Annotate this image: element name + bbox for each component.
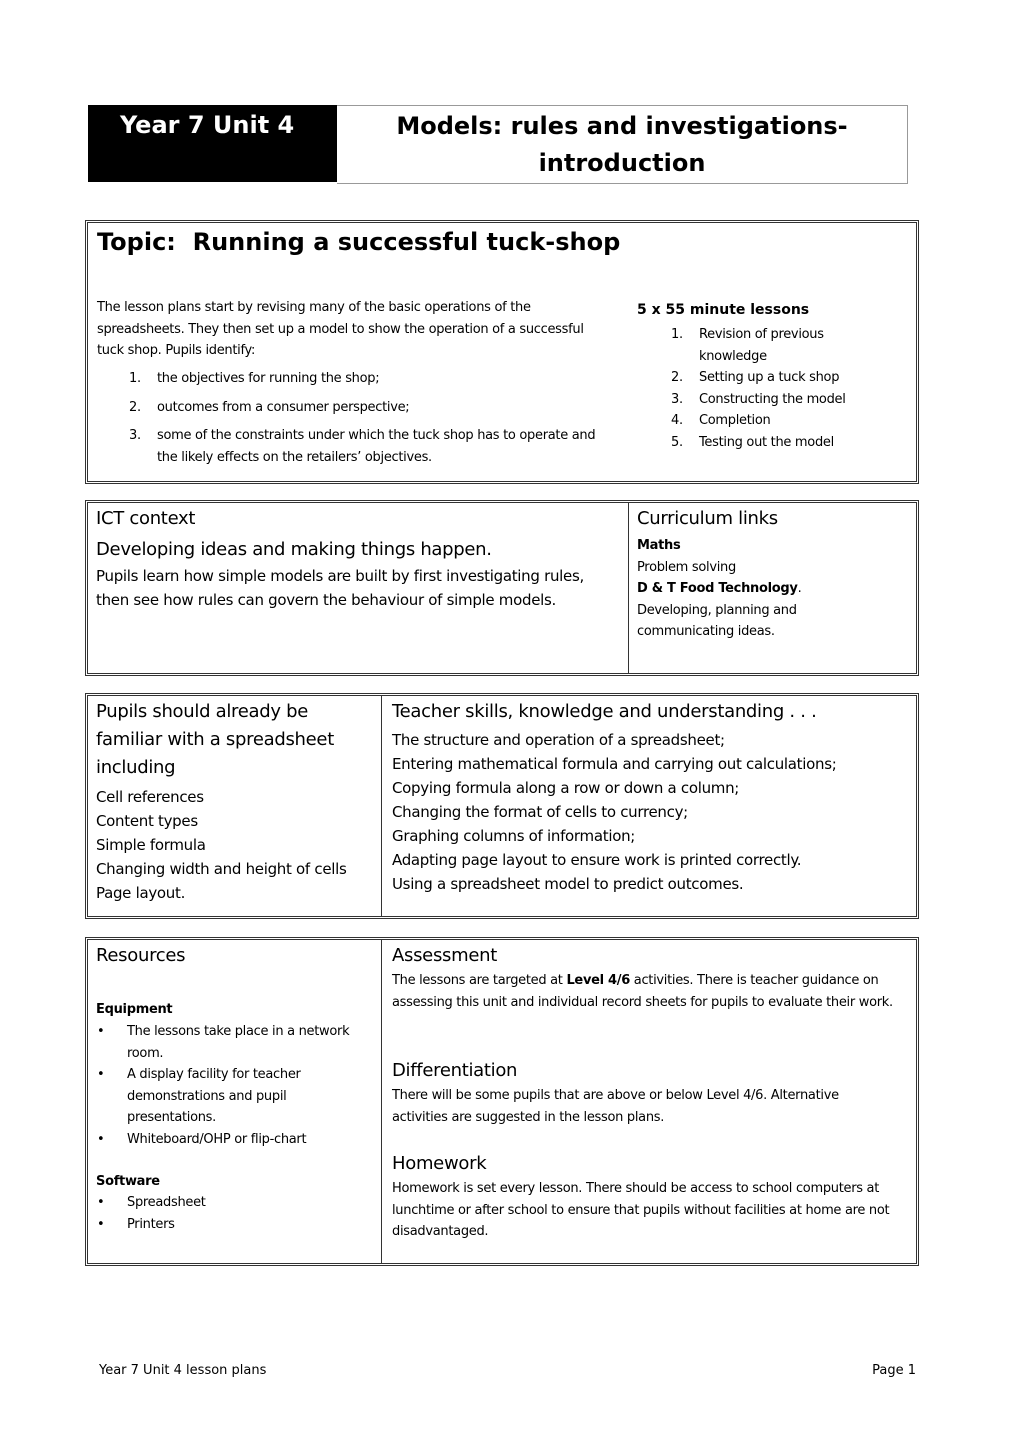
dt-label: D & T Food Technology bbox=[637, 581, 798, 596]
topic-point: 2. outcomes from a consumer perspective; bbox=[129, 399, 410, 415]
skills-divider bbox=[381, 695, 382, 917]
pupils-item: Changing width and height of cells bbox=[96, 860, 347, 878]
unit-banner bbox=[88, 105, 337, 182]
ict-heading: ICT context bbox=[96, 508, 196, 529]
lessons-list bbox=[671, 324, 879, 453]
pupils-item: Cell references bbox=[96, 788, 204, 806]
teacher-item: Using a spreadsheet model to predict outcomes. bbox=[392, 875, 744, 893]
differentiation-text: There will be some pupils that are above or below Level 4/6. Alternative activities are suggested in the lesson plans. bbox=[392, 1088, 839, 1125]
level-label: Level 4/6 bbox=[566, 973, 630, 988]
dt-text: Developing, planning and communicating ideas. bbox=[637, 602, 797, 639]
topic-title: Topic: Running a successful tuck-shop bbox=[97, 228, 621, 256]
teacher-item: Adapting page layout to ensure work is printed correctly. bbox=[392, 851, 802, 869]
unit-title-box bbox=[337, 105, 908, 184]
lesson-item: 4. Completion bbox=[671, 413, 771, 428]
pupils-heading: Pupils should already be familiar with a spreadsheet including bbox=[96, 701, 334, 778]
lesson-item: 5. Testing out the model bbox=[671, 434, 834, 450]
curriculum-heading: Curriculum links bbox=[637, 508, 778, 529]
footer-page-number: Page 1 bbox=[872, 1363, 916, 1378]
topic-point: 1. the objectives for running the shop; bbox=[129, 371, 380, 386]
differentiation-heading: Differentiation bbox=[392, 1060, 518, 1081]
pupils-item: Page layout. bbox=[96, 884, 186, 902]
pupils-list bbox=[96, 785, 381, 905]
maths-label: Maths bbox=[637, 538, 681, 553]
curriculum-links: Maths Problem solving D & T Food Technology. Developing, planning and communicating ideas. bbox=[637, 535, 907, 643]
lesson-item: 2. Setting up a tuck shop bbox=[671, 370, 840, 385]
lesson-item: 1. Revision of previous knowledge bbox=[671, 327, 824, 364]
equipment-list bbox=[97, 1021, 367, 1150]
homework-text: Homework is set every lesson. There should be access to school computers at lunchtime or after school to ensure that pupils without facilities at home are not disadvantaged. bbox=[392, 1181, 890, 1239]
resources-heading: Resources bbox=[96, 945, 186, 966]
teacher-item: Entering mathematical formula and carrying out calculations; bbox=[392, 755, 837, 773]
teacher-heading: Teacher skills, knowledge and understanding . . . bbox=[392, 701, 817, 722]
ict-subheading: Developing ideas and making things happen. bbox=[96, 539, 492, 560]
unit-label: Year 7 Unit 4 bbox=[120, 111, 295, 139]
lesson-item: 3. Constructing the model bbox=[671, 391, 846, 407]
software-list bbox=[97, 1192, 367, 1235]
assessment-heading: Assessment bbox=[392, 945, 497, 966]
equipment-item: • The lessons take place in a network room. bbox=[97, 1024, 350, 1061]
ict-text: Pupils learn how simple models are built by first investigating rules, then see how rules can govern the behaviour of simple models. bbox=[96, 567, 584, 609]
software-item: • Printers bbox=[97, 1216, 175, 1232]
software-item: • Spreadsheet bbox=[97, 1195, 206, 1210]
software-label: Software bbox=[96, 1174, 160, 1189]
equipment-label: Equipment bbox=[96, 1002, 173, 1017]
assessment-text: The lessons are targeted at Level 4/6 activities. There is teacher guidance on assessing this unit and individual record sheets for pupils to evaluate their work. bbox=[392, 973, 893, 1010]
equipment-item: • Whiteboard/OHP or flip-chart bbox=[97, 1131, 307, 1147]
teacher-item: Graphing columns of information; bbox=[392, 827, 636, 845]
equipment-item: • A display facility for teacher demonstrations and pupil presentations. bbox=[97, 1067, 301, 1125]
topic-point: 3. some of the constraints under which the tuck shop has to operate and the likely effects on the retailers’ objectives. bbox=[129, 428, 596, 465]
lessons-heading: 5 x 55 minute lessons bbox=[637, 302, 810, 318]
topic-points bbox=[129, 368, 597, 468]
teacher-item: Changing the format of cells to currency; bbox=[392, 803, 688, 821]
teacher-list bbox=[392, 728, 912, 896]
pupils-item: Simple formula bbox=[96, 836, 206, 854]
ict-divider bbox=[628, 502, 629, 674]
resources-divider bbox=[381, 939, 382, 1264]
maths-text: Problem solving bbox=[637, 559, 736, 575]
topic-intro: The lesson plans start by revising many of the basic operations of the spreadsheets. They then set up a model to show the operation of a successful tuck shop. Pupils identify: bbox=[97, 300, 584, 358]
pupils-item: Content types bbox=[96, 812, 198, 830]
footer-left: Year 7 Unit 4 lesson plans bbox=[99, 1363, 267, 1378]
unit-title-line2: introduction bbox=[538, 149, 706, 177]
teacher-item: The structure and operation of a spreadsheet; bbox=[392, 731, 725, 749]
homework-heading: Homework bbox=[392, 1153, 487, 1174]
teacher-item: Copying formula along a row or down a column; bbox=[392, 779, 740, 797]
unit-title-line1: Models: rules and investigations- bbox=[396, 112, 848, 140]
